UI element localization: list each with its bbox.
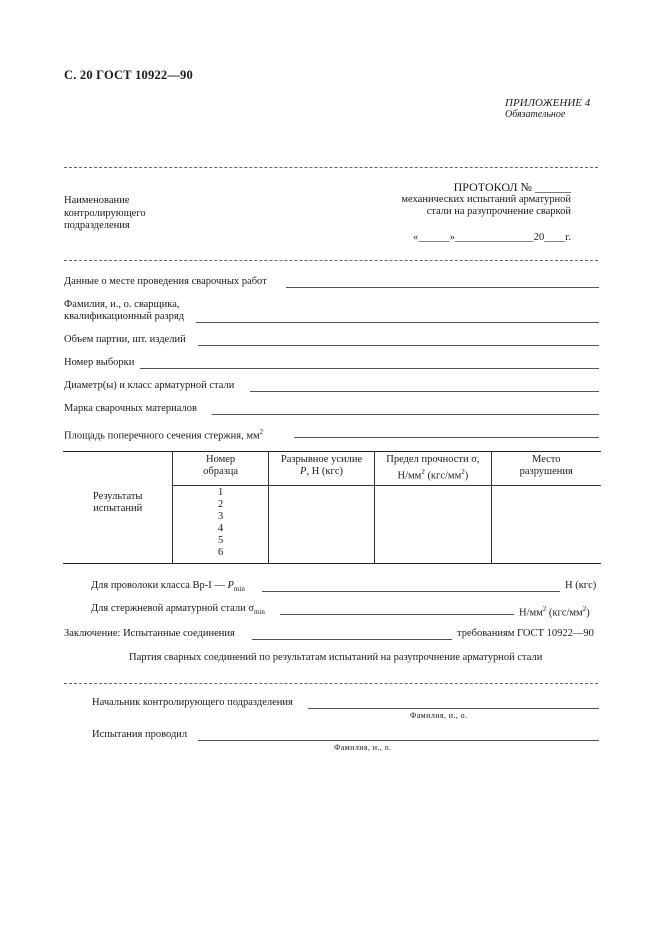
protocol-subtitle: механических испытаний арматурной bbox=[401, 193, 571, 205]
signature-tester-line[interactable] bbox=[198, 740, 599, 741]
row-label-results bbox=[63, 485, 173, 563]
appendix-label: ПРИЛОЖЕНИЕ 4 bbox=[505, 97, 591, 109]
signature-tester-label: Испытания проводил bbox=[92, 729, 188, 740]
rod-unit: $Н/мм^2$ $(кгс/мм^2)$ bbox=[519, 605, 590, 619]
col-header-text: Предел прочности σ, bbox=[386, 454, 480, 465]
col-header-force bbox=[268, 452, 374, 486]
col-header-text: Номер bbox=[205, 454, 236, 465]
field-welding-materials-label: Марка сварочных материалов bbox=[64, 403, 197, 414]
protocol-subtitle: стали на разупрочнение сваркой bbox=[426, 206, 571, 217]
organization-line: контролирующего bbox=[64, 207, 146, 219]
rod-value-line[interactable] bbox=[280, 614, 514, 615]
field-cross-section-label bbox=[64, 426, 263, 443]
field-sample-number-line[interactable] bbox=[140, 368, 599, 369]
batch-result-line[interactable] bbox=[64, 683, 598, 684]
signature-tester-caption: Фамилия, и., о. bbox=[334, 743, 392, 752]
signature-head-caption: Фамилия, и., о. bbox=[410, 711, 468, 720]
wire-unit: Н (кгс) bbox=[565, 580, 597, 591]
sample-number: 2 bbox=[217, 498, 224, 510]
field-cross-section-line[interactable] bbox=[294, 437, 599, 438]
rod-unit-close: ) bbox=[586, 607, 590, 619]
wire-value-line[interactable] bbox=[262, 591, 560, 592]
organization-block bbox=[64, 195, 146, 233]
col-header-text bbox=[272, 466, 371, 478]
strength-unit-close: ) bbox=[464, 470, 469, 482]
divider-top bbox=[64, 167, 598, 168]
organization-line: Наименование bbox=[64, 195, 130, 206]
appendix-note: Обязательное bbox=[505, 109, 566, 120]
rod-unit-text: Н/мм bbox=[519, 607, 543, 619]
cross-section-text: Площадь поперечного сечения стержня, мм bbox=[64, 430, 260, 442]
wire-subscript: min bbox=[233, 585, 245, 594]
results-table bbox=[63, 451, 601, 564]
field-welder-name-label: Фамилия, и., о. сварщика, bbox=[64, 299, 180, 310]
strength-values-cell[interactable] bbox=[375, 485, 491, 563]
rod-text: Для стержневой арматурной стали σ bbox=[91, 603, 254, 614]
field-welder-rank-label: квалификационный разряд bbox=[64, 311, 185, 322]
force-symbol: P bbox=[300, 466, 307, 477]
field-batch-volume-label: Объем партии, шт. изделий bbox=[64, 334, 186, 345]
conclusion-requirement: требованиям ГОСТ 10922—90 bbox=[457, 628, 594, 639]
protocol-date: «______»_______________20____г. bbox=[413, 231, 571, 243]
rod-subscript: min bbox=[253, 608, 265, 617]
signature-head-label: Начальник контролирующего подразделения bbox=[92, 697, 293, 708]
signature-head-line[interactable] bbox=[308, 708, 599, 709]
row-label-text: испытаний bbox=[93, 503, 143, 514]
sample-number: 6 bbox=[217, 546, 224, 558]
field-welding-place-label: Данные о месте проведения сварочных работ bbox=[64, 276, 267, 287]
sample-number: 4 bbox=[217, 522, 224, 534]
protocol-title: ПРОТОКОЛ № ______ bbox=[453, 180, 571, 194]
batch-statement: Партия сварных соединений по результатам испытаний на разупрочнение арматурной стали bbox=[129, 652, 543, 663]
col-header-text: Разрывное усилие bbox=[280, 454, 363, 465]
field-welder-line[interactable] bbox=[196, 322, 599, 323]
sample-number: 1 bbox=[217, 486, 224, 498]
table-corner bbox=[63, 452, 173, 486]
protocol-block bbox=[401, 181, 571, 244]
fracture-place-cell[interactable] bbox=[491, 485, 601, 563]
field-welding-place-line[interactable] bbox=[286, 287, 599, 288]
page-header: С. 20 ГОСТ 10922—90 bbox=[64, 68, 193, 82]
cross-section-unit-power: 2 bbox=[259, 428, 264, 436]
field-sample-number-label: Номер выборки bbox=[64, 357, 135, 368]
row-label-text: Результаты bbox=[92, 491, 143, 502]
strength-unit: Н/мм bbox=[397, 470, 422, 482]
conclusion-label: Заключение: Испытанные соединения bbox=[64, 628, 235, 639]
wire-label bbox=[91, 580, 245, 596]
conclusion-value-line[interactable] bbox=[252, 639, 452, 640]
col-header-sample bbox=[173, 452, 268, 486]
sample-number: 3 bbox=[217, 510, 224, 522]
field-diameter-class-label: Диаметр(ы) и класс арматурной стали bbox=[64, 380, 235, 391]
wire-p-symbol: P bbox=[227, 580, 234, 591]
col-header-text: разрушения bbox=[519, 466, 573, 477]
rod-label bbox=[91, 603, 265, 619]
wire-text: Для проволоки класса Вр-I — bbox=[91, 580, 228, 591]
field-diameter-class-line[interactable] bbox=[250, 391, 599, 392]
sample-numbers-cell bbox=[173, 485, 268, 563]
force-unit: , Н (кгс) bbox=[306, 466, 343, 477]
col-header-text: Место bbox=[532, 454, 561, 465]
organization-line: подразделения bbox=[64, 220, 130, 231]
rod-unit-alt: (кгс/мм bbox=[546, 607, 583, 619]
divider-mid bbox=[64, 260, 598, 261]
field-batch-volume-line[interactable] bbox=[198, 345, 599, 346]
field-welding-materials-line[interactable] bbox=[212, 414, 599, 415]
col-header-strength bbox=[375, 452, 491, 486]
col-header-text: образца bbox=[203, 466, 239, 477]
col-header-text: $Н/мм^2$ $(кгс/мм^2)$ bbox=[397, 468, 469, 482]
strength-unit-alt: (кгс/мм bbox=[424, 470, 462, 482]
col-header-fracture-place bbox=[491, 452, 601, 486]
force-values-cell[interactable] bbox=[268, 485, 374, 563]
sample-number: 5 bbox=[217, 534, 224, 546]
